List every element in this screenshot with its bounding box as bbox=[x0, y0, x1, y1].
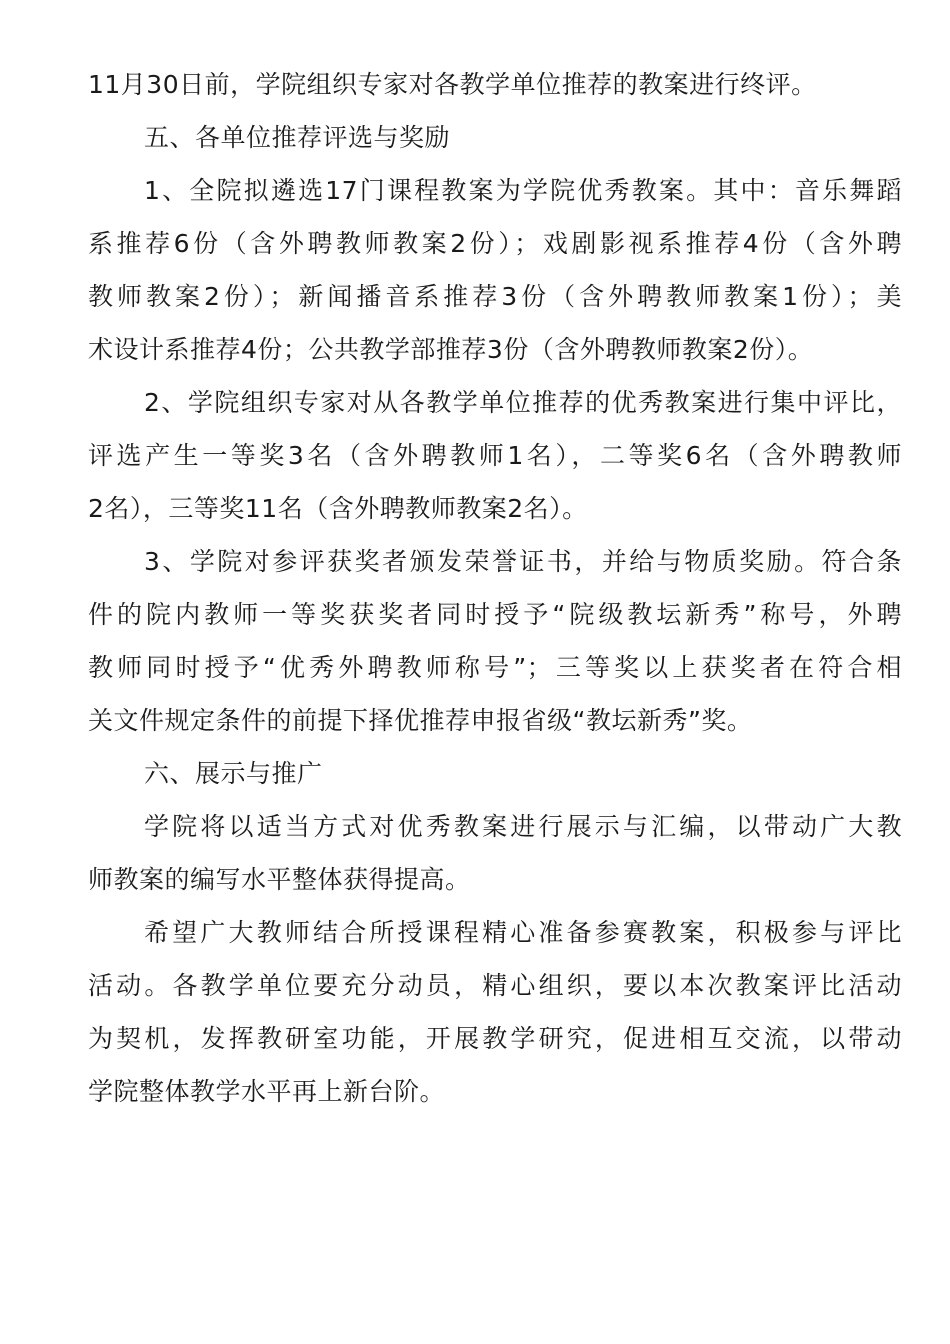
paragraph-line: 师教案的编写水平整体获得提高。 bbox=[88, 865, 471, 894]
paragraph-line: 希望广大教师结合所授课程精心准备参赛教案，积极参与评比 bbox=[144, 918, 902, 947]
paragraph-line: 学院整体教学水平再上新台阶。 bbox=[88, 1077, 446, 1106]
paragraph-line: 学院将以适当方式对优秀教案进行展示与汇编，以带动广大教 bbox=[144, 812, 902, 841]
paragraph-line: 2名），三等奖11名（含外聘教师教案2名）。 bbox=[88, 494, 588, 523]
section-heading: 六、展示与推广 bbox=[144, 759, 323, 788]
paragraph-line: 系推荐6份（含外聘教师教案2份）；戏剧影视系推荐4份（含外聘 bbox=[88, 229, 902, 258]
paragraph-line: 1、全院拟遴选17门课程教案为学院优秀教案。其中：音乐舞蹈 bbox=[144, 176, 902, 205]
paragraph-line: 2、学院组织专家对从各教学单位推荐的优秀教案进行集中评比， bbox=[144, 388, 902, 417]
document-body bbox=[88, 58, 902, 1118]
paragraph-line: 教师教案2份）；新闻播音系推荐3份（含外聘教师教案1份）；美 bbox=[88, 282, 902, 311]
paragraph-line: 关文件规定条件的前提下择优推荐申报省级“教坛新秀”奖。 bbox=[88, 706, 753, 735]
paragraph-line: 活动。各教学单位要充分动员，精心组织，要以本次教案评比活动 bbox=[88, 971, 902, 1000]
paragraph-line: 3、学院对参评获奖者颁发荣誉证书，并给与物质奖励。符合条 bbox=[144, 547, 902, 576]
paragraph-line: 件的院内教师一等奖获奖者同时授予“院级教坛新秀”称号，外聘 bbox=[88, 600, 902, 629]
paragraph-line: 评选产生一等奖3名（含外聘教师1名），二等奖6名（含外聘教师 bbox=[88, 441, 902, 470]
paragraph-line: 为契机，发挥教研室功能，开展教学研究，促进相互交流，以带动 bbox=[88, 1024, 902, 1053]
section-heading: 五、各单位推荐评选与奖励 bbox=[144, 123, 451, 152]
paragraph-line: 教师同时授予“优秀外聘教师称号”；三等奖以上获奖者在符合相 bbox=[88, 653, 902, 682]
paragraph-line: 11月30日前，学院组织专家对各教学单位推荐的教案进行终评。 bbox=[88, 70, 817, 99]
paragraph-line: 术设计系推荐4份；公共教学部推荐3份（含外聘教师教案2份）。 bbox=[88, 335, 814, 364]
